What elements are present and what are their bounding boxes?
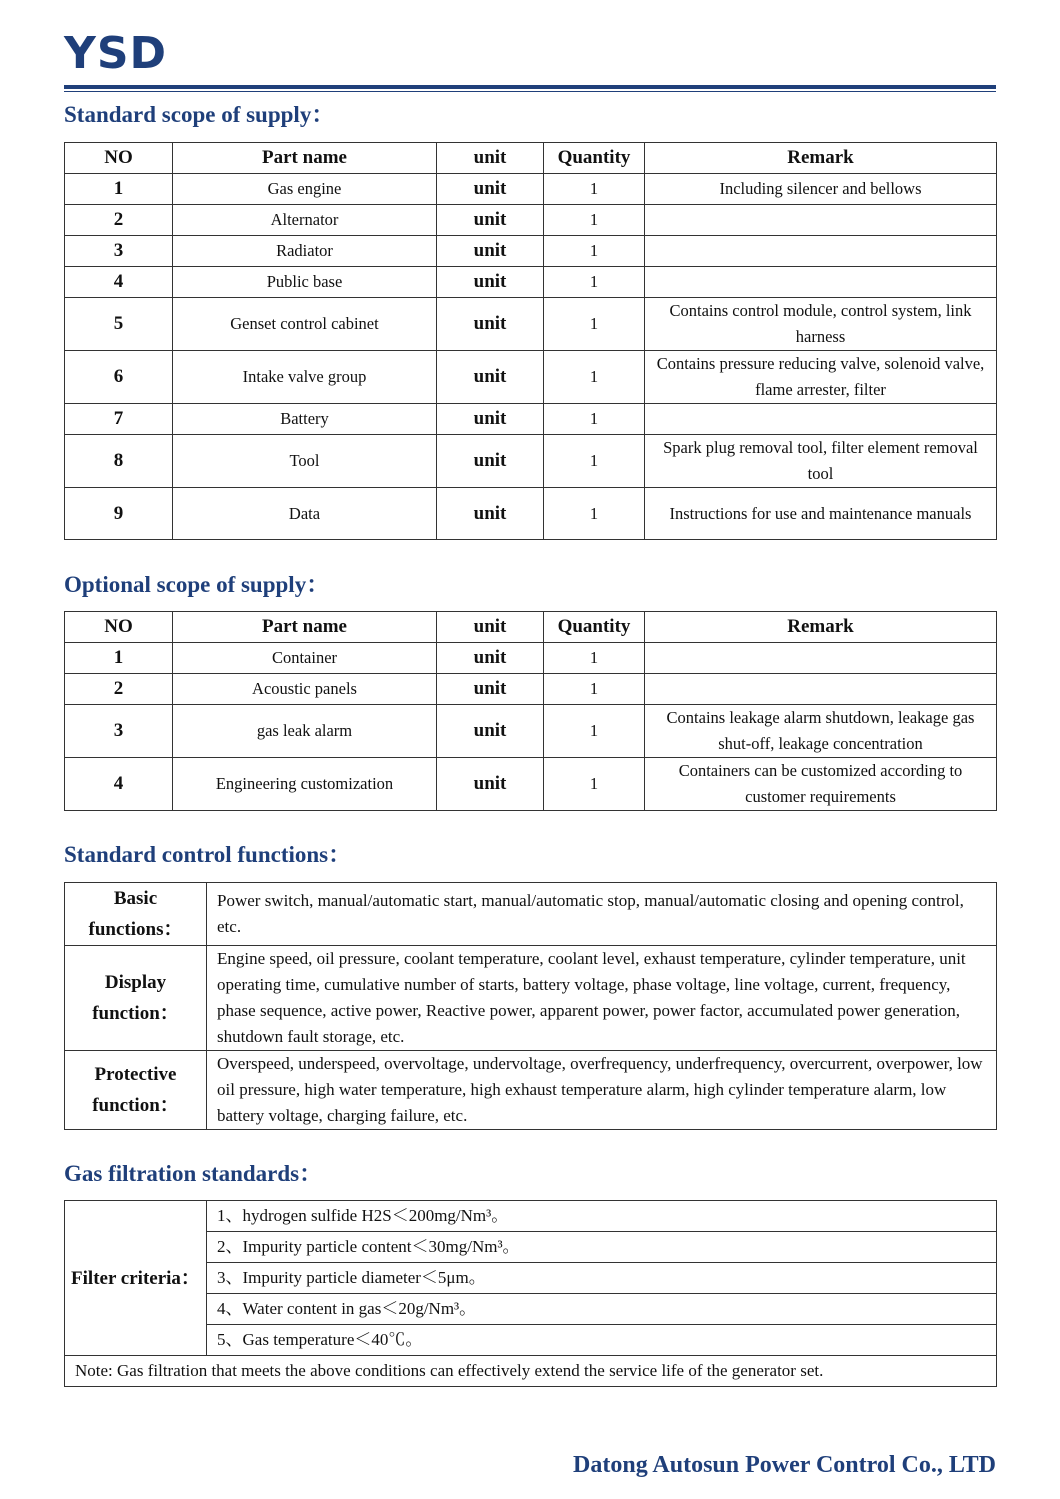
table-row	[65, 404, 997, 435]
cell-remark: Including silencer and bellows	[645, 174, 997, 205]
cell-no: 1	[65, 174, 173, 205]
cell-unit: unit	[437, 404, 544, 435]
table-row	[65, 174, 997, 205]
cell-qty: 1	[544, 705, 645, 758]
table-row	[65, 351, 997, 404]
cell-remark	[645, 205, 997, 236]
cell-qty: 1	[544, 674, 645, 705]
cell-remark	[645, 674, 997, 705]
filter-item: 1、hydrogen sulfide H2S＜200mg/Nm³。	[207, 1201, 997, 1232]
cell-remark	[645, 643, 997, 674]
table-row	[65, 488, 997, 540]
table-row	[65, 674, 997, 705]
cell-unit: unit	[437, 435, 544, 488]
cell-qty: 1	[544, 488, 645, 540]
cell-remark: Containers can be customized according to customer requirements	[645, 758, 997, 811]
cell-no: 9	[65, 488, 173, 540]
standard-supply-heading: Standard scope of supply：	[64, 102, 335, 127]
cell-unit: unit	[437, 488, 544, 540]
cell-unit: unit	[437, 705, 544, 758]
cell-qty: 1	[544, 236, 645, 267]
table-row	[65, 435, 997, 488]
cell-remark: Contains leakage alarm shutdown, leakage gas shut-off, leakage concentration	[645, 705, 997, 758]
cell-qty: 1	[544, 267, 645, 298]
cell-no: 2	[65, 205, 173, 236]
table-row	[65, 1356, 997, 1387]
cell-no: 8	[65, 435, 173, 488]
table-row	[65, 758, 997, 811]
cell-no: 3	[65, 236, 173, 267]
cell-remark: Contains control module, control system, link harness	[645, 298, 997, 351]
table-row	[65, 267, 997, 298]
cell-qty: 1	[544, 643, 645, 674]
function-text: Engine speed, oil pressure, coolant temperature, coolant level, exhaust temperature, cylinder temperature, unit operating time, cumulative number of starts, battery voltage, phase voltage, line voltage, current, frequency, phase sequence, active power, Reactive power, apparent power, power factor, accumulated power generation, shutdown fault storage, etc.	[207, 946, 997, 1051]
col-header-remark: Remark	[645, 612, 997, 643]
table-row	[65, 205, 997, 236]
function-label: Display function：	[65, 946, 207, 1051]
filtration-note: Note: Gas filtration that meets the above conditions can effectively extend the service life of the generator set.	[65, 1356, 997, 1387]
cell-qty: 1	[544, 435, 645, 488]
col-header-part: Part name	[173, 612, 437, 643]
col-header-part: Part name	[173, 143, 437, 174]
cell-part: Intake valve group	[173, 351, 437, 404]
optional-supply-table	[64, 611, 997, 811]
cell-remark: Instructions for use and maintenance manuals	[645, 488, 997, 540]
cell-no: 6	[65, 351, 173, 404]
filter-item: 4、Water content in gas＜20g/Nm³。	[207, 1294, 997, 1325]
function-label: Basic functions：	[65, 883, 207, 946]
col-header-unit: unit	[437, 143, 544, 174]
cell-remark	[645, 404, 997, 435]
cell-qty: 1	[544, 351, 645, 404]
table-row	[65, 643, 997, 674]
cell-qty: 1	[544, 298, 645, 351]
cell-unit: unit	[437, 298, 544, 351]
col-header-quantity: Quantity	[544, 612, 645, 643]
brand-logo: YSD	[64, 28, 168, 79]
standard-supply-table	[64, 142, 997, 540]
table-row	[65, 1201, 997, 1232]
cell-part: Battery	[173, 404, 437, 435]
cell-unit: unit	[437, 236, 544, 267]
function-text: Overspeed, underspeed, overvoltage, undervoltage, overfrequency, underfrequency, overcurrent, overpower, low oil pressure, high water temperature, high exhaust temperature alarm, high cylinder temperature alarm, low battery voltage, charging failure, etc.	[207, 1051, 997, 1130]
control-functions-table	[64, 882, 997, 1130]
col-header-no: NO	[65, 612, 173, 643]
cell-unit: unit	[437, 267, 544, 298]
cell-qty: 1	[544, 205, 645, 236]
filter-criteria-label: Filter criteria：	[65, 1201, 207, 1356]
header-rule	[64, 85, 996, 89]
cell-part: Radiator	[173, 236, 437, 267]
cell-unit: unit	[437, 674, 544, 705]
control-functions-heading: Standard control functions：	[64, 842, 352, 867]
cell-no: 4	[65, 267, 173, 298]
cell-part: Tool	[173, 435, 437, 488]
cell-remark	[645, 267, 997, 298]
cell-unit: unit	[437, 643, 544, 674]
cell-part: Engineering customization	[173, 758, 437, 811]
col-header-no: NO	[65, 143, 173, 174]
filter-item: 2、Impurity particle content＜30mg/Nm³。	[207, 1232, 997, 1263]
cell-part: Acoustic panels	[173, 674, 437, 705]
optional-supply-heading: Optional scope of supply：	[64, 572, 330, 597]
cell-part: Gas engine	[173, 174, 437, 205]
cell-no: 1	[65, 643, 173, 674]
cell-part: gas leak alarm	[173, 705, 437, 758]
table-row	[65, 883, 997, 946]
table-row	[65, 298, 997, 351]
col-header-unit: unit	[437, 612, 544, 643]
company-footer: Datong Autosun Power Control Co., LTD	[573, 1452, 996, 1478]
cell-qty: 1	[544, 174, 645, 205]
cell-unit: unit	[437, 758, 544, 811]
table-header-row	[65, 143, 997, 174]
cell-no: 5	[65, 298, 173, 351]
col-header-remark: Remark	[645, 143, 997, 174]
col-header-quantity: Quantity	[544, 143, 645, 174]
cell-part: Public base	[173, 267, 437, 298]
gas-filtration-heading: Gas filtration standards：	[64, 1161, 323, 1186]
cell-remark: Contains pressure reducing valve, solenoid valve, flame arrester, filter	[645, 351, 997, 404]
cell-part: Container	[173, 643, 437, 674]
cell-unit: unit	[437, 205, 544, 236]
function-label: Protective function：	[65, 1051, 207, 1130]
gas-filtration-table	[64, 1200, 997, 1387]
cell-no: 2	[65, 674, 173, 705]
cell-unit: unit	[437, 174, 544, 205]
cell-no: 3	[65, 705, 173, 758]
table-row	[65, 705, 997, 758]
cell-remark	[645, 236, 997, 267]
header-rule-thin	[64, 91, 996, 92]
cell-qty: 1	[544, 758, 645, 811]
table-row	[65, 946, 997, 1051]
cell-no: 4	[65, 758, 173, 811]
cell-no: 7	[65, 404, 173, 435]
cell-part: Genset control cabinet	[173, 298, 437, 351]
table-row	[65, 1051, 997, 1130]
function-text: Power switch, manual/automatic start, manual/automatic stop, manual/automatic closing and opening control, etc.	[207, 883, 997, 946]
cell-remark: Spark plug removal tool, filter element removal tool	[645, 435, 997, 488]
cell-unit: unit	[437, 351, 544, 404]
table-header-row	[65, 612, 997, 643]
cell-part: Alternator	[173, 205, 437, 236]
cell-qty: 1	[544, 404, 645, 435]
filter-item: 5、Gas temperature＜40℃。	[207, 1325, 997, 1356]
cell-part: Data	[173, 488, 437, 540]
filter-item: 3、Impurity particle diameter＜5μm。	[207, 1263, 997, 1294]
table-row	[65, 236, 997, 267]
